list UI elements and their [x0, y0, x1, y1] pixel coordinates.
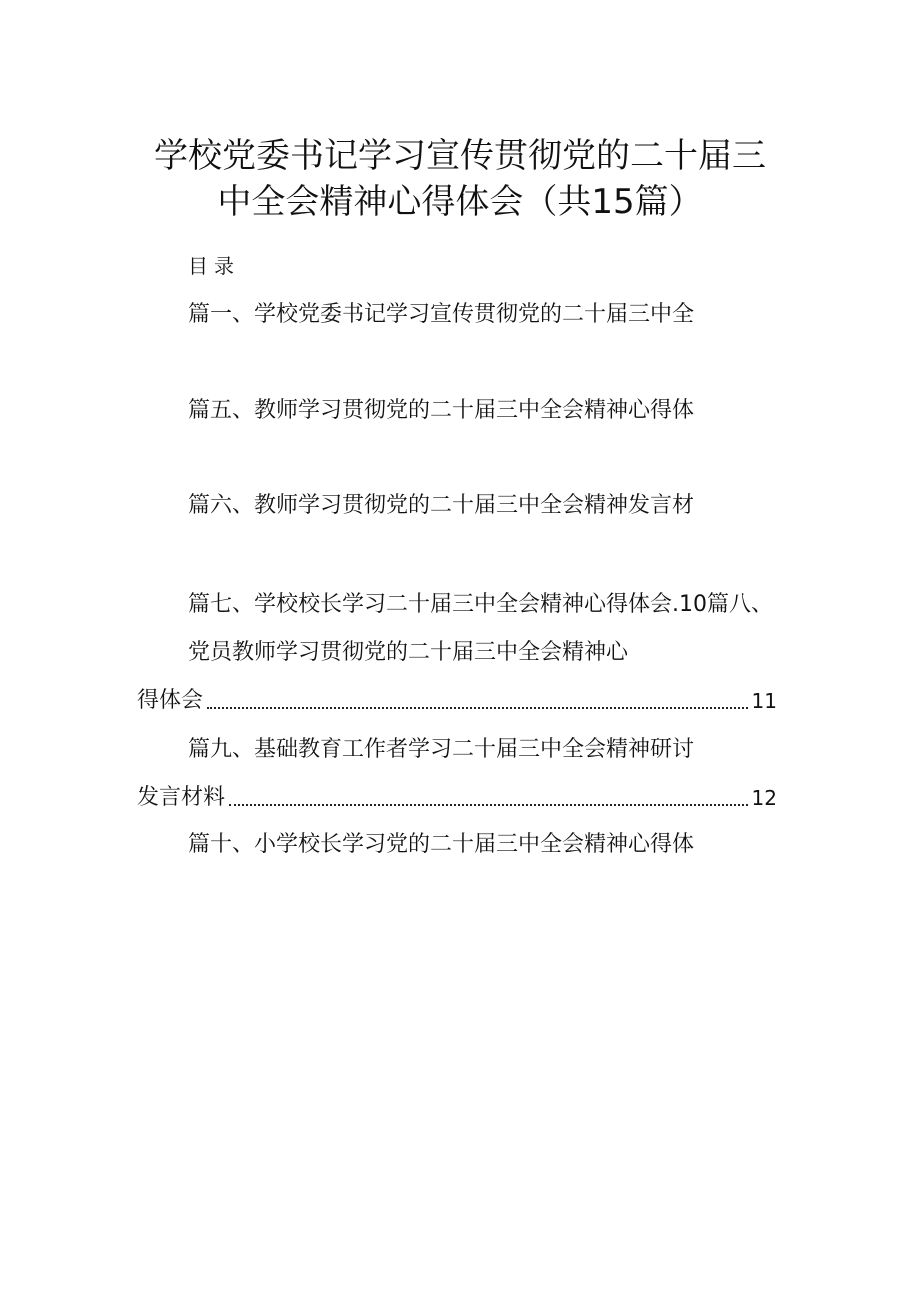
toc-entry-6[interactable]: 篇六、教师学习贯彻党的二十届三中全会精神发言材 [188, 493, 695, 518]
toc-entry-5[interactable]: 篇五、教师学习贯彻党的二十届三中全会精神心得体 [188, 398, 695, 423]
toc-entry-8-line-1[interactable]: 党员教师学习贯彻党的二十届三中全会精神心 [188, 640, 629, 665]
toc-entry-1[interactable]: 篇一、学校党委书记学习宣传贯彻党的二十届三中全 [188, 302, 695, 327]
toc-entry-text: 得体会 [137, 688, 204, 713]
toc-heading: 目录 [188, 254, 240, 278]
dot-leader [207, 707, 748, 709]
document-title-line-2: 中全会精神心得体会（共15篇） [217, 182, 703, 222]
toc-entry-text: 发言材料 [137, 785, 226, 810]
dot-leader [229, 804, 748, 806]
toc-entry-9-line-1[interactable]: 篇九、基础教育工作者学习二十届三中全会精神研讨 [188, 737, 695, 762]
toc-page-number: 11 [751, 689, 777, 713]
toc-entry-7[interactable]: 篇七、学校校长学习二十届三中全会精神心得体会.10篇八、 [188, 592, 773, 617]
toc-page-number: 12 [751, 786, 777, 810]
toc-entry-9-line-2[interactable] [137, 783, 777, 813]
toc-entry-8-line-2[interactable] [137, 686, 777, 716]
toc-entry-10[interactable]: 篇十、小学校长学习党的二十届三中全会精神心得体 [188, 832, 695, 857]
document-title-line-1: 学校党委书记学习宣传贯彻党的二十届三 [154, 136, 766, 176]
